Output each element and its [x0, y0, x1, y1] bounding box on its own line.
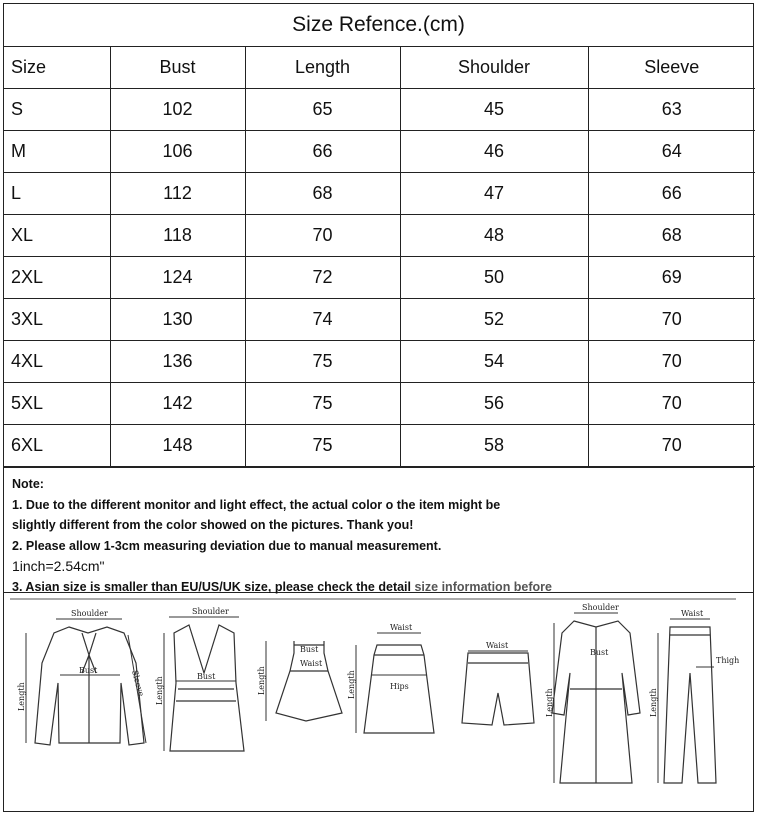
note-line-1: 1. Due to the different monitor and light effect, the actual color o the item might be — [12, 497, 501, 512]
cell-bust: 106 — [110, 131, 245, 173]
cell-bust: 142 — [110, 383, 245, 425]
skirt-waist-label: Waist — [390, 623, 413, 632]
cell-sleeve: 70 — [588, 341, 755, 383]
size-chart — [3, 3, 754, 812]
table-row — [4, 173, 755, 215]
cell-length: 65 — [245, 89, 400, 131]
table-row — [4, 341, 755, 383]
note-line-3: 2. Please allow 1-3cm measuring deviation due to manual measurement. — [12, 538, 442, 553]
coat-shoulder-label: Shoulder — [582, 603, 619, 612]
cell-bust: 136 — [110, 341, 245, 383]
cell-length: 74 — [245, 299, 400, 341]
table-row — [4, 299, 755, 341]
note-line-5-highlight: size information before — [414, 579, 553, 594]
cell-sleeve: 68 — [588, 215, 755, 257]
cell-bust: 124 — [110, 257, 245, 299]
coat-length-label: Length — [545, 688, 554, 717]
chart-title: Size Refence.(cm) — [4, 4, 753, 47]
cell-sleeve: 70 — [588, 299, 755, 341]
dress-length-label: Length — [257, 666, 266, 695]
cell-sleeve: 63 — [588, 89, 755, 131]
table-row — [4, 425, 755, 467]
table-row — [4, 383, 755, 425]
table-row — [4, 215, 755, 257]
vest-figure — [164, 617, 244, 751]
cell-shoulder: 52 — [400, 299, 588, 341]
coat-figure — [552, 613, 640, 783]
cell-sleeve: Sleeve — [588, 47, 755, 89]
cell-length: 75 — [245, 383, 400, 425]
vest-length-label: Length — [155, 676, 164, 705]
shirt-figure — [26, 619, 146, 745]
cell-size: 6XL — [4, 425, 110, 467]
cell-sleeve: 64 — [588, 131, 755, 173]
cell-bust: 118 — [110, 215, 245, 257]
note-line-2: slightly different from the color showed on the pictures. Thank you! — [12, 518, 414, 532]
shirt-shoulder-label: Shoulder — [71, 609, 108, 618]
cell-length: Length — [245, 47, 400, 89]
cell-shoulder: Shoulder — [400, 47, 588, 89]
cell-shoulder: 46 — [400, 131, 588, 173]
pants-waist-label: Waist — [681, 609, 704, 618]
cell-size: 4XL — [4, 341, 110, 383]
measurement-figures — [4, 593, 753, 803]
pants-figure — [658, 619, 716, 783]
notes-section — [4, 467, 753, 593]
shorts-waist-label: Waist — [486, 641, 509, 650]
cell-sleeve: 70 — [588, 383, 755, 425]
cell-shoulder: 56 — [400, 383, 588, 425]
cell-bust: Bust — [110, 47, 245, 89]
header-row — [4, 47, 755, 89]
dress-waist-label: Waist — [300, 659, 323, 668]
dress-bust-label: Bust — [300, 645, 319, 654]
pants-length-label: Length — [649, 688, 658, 717]
shirt-length-label: Length — [17, 682, 26, 711]
coat-bust-label: Bust — [590, 648, 609, 657]
note-line-4: 1inch=2.54cm" — [12, 558, 105, 574]
cell-size: 2XL — [4, 257, 110, 299]
cell-bust: 130 — [110, 299, 245, 341]
cell-shoulder: 54 — [400, 341, 588, 383]
cell-size: XL — [4, 215, 110, 257]
table-row — [4, 89, 755, 131]
pants-thigh-label: Thigh — [716, 656, 740, 665]
cell-size: L — [4, 173, 110, 215]
note-line-5-text: 3. Asian size is smaller than EU/US/UK size, please check the detail — [12, 579, 415, 594]
cell-bust: 102 — [110, 89, 245, 131]
cell-size: 3XL — [4, 299, 110, 341]
garment-illustrations — [4, 593, 753, 803]
cell-sleeve: 69 — [588, 257, 755, 299]
cell-size: Size — [4, 47, 110, 89]
cell-shoulder: 50 — [400, 257, 588, 299]
shorts-figure — [462, 651, 534, 725]
skirt-length-label: Length — [347, 670, 356, 699]
skirt-hips-label: Hips — [390, 682, 409, 691]
cell-shoulder: 58 — [400, 425, 588, 467]
shirt-sleeve-label: Sleeve — [130, 669, 146, 698]
cell-sleeve: 70 — [588, 425, 755, 467]
cell-length: 66 — [245, 131, 400, 173]
cell-length: 68 — [245, 173, 400, 215]
cell-length: 75 — [245, 341, 400, 383]
cell-sleeve: 66 — [588, 173, 755, 215]
cell-size: M — [4, 131, 110, 173]
cell-length: 75 — [245, 425, 400, 467]
cell-length: 70 — [245, 215, 400, 257]
vest-shoulder-label: Shoulder — [192, 607, 229, 616]
shirt-bust-label: Bust — [79, 666, 98, 675]
table-row — [4, 131, 755, 173]
cell-length: 72 — [245, 257, 400, 299]
cell-shoulder: 48 — [400, 215, 588, 257]
cell-size: 5XL — [4, 383, 110, 425]
vest-bust-label: Bust — [197, 672, 216, 681]
notes-heading: Note: — [12, 477, 44, 491]
size-table — [4, 47, 755, 467]
cell-size: S — [4, 89, 110, 131]
cell-shoulder: 47 — [400, 173, 588, 215]
cell-bust: 148 — [110, 425, 245, 467]
table-row — [4, 257, 755, 299]
cell-bust: 112 — [110, 173, 245, 215]
cell-shoulder: 45 — [400, 89, 588, 131]
